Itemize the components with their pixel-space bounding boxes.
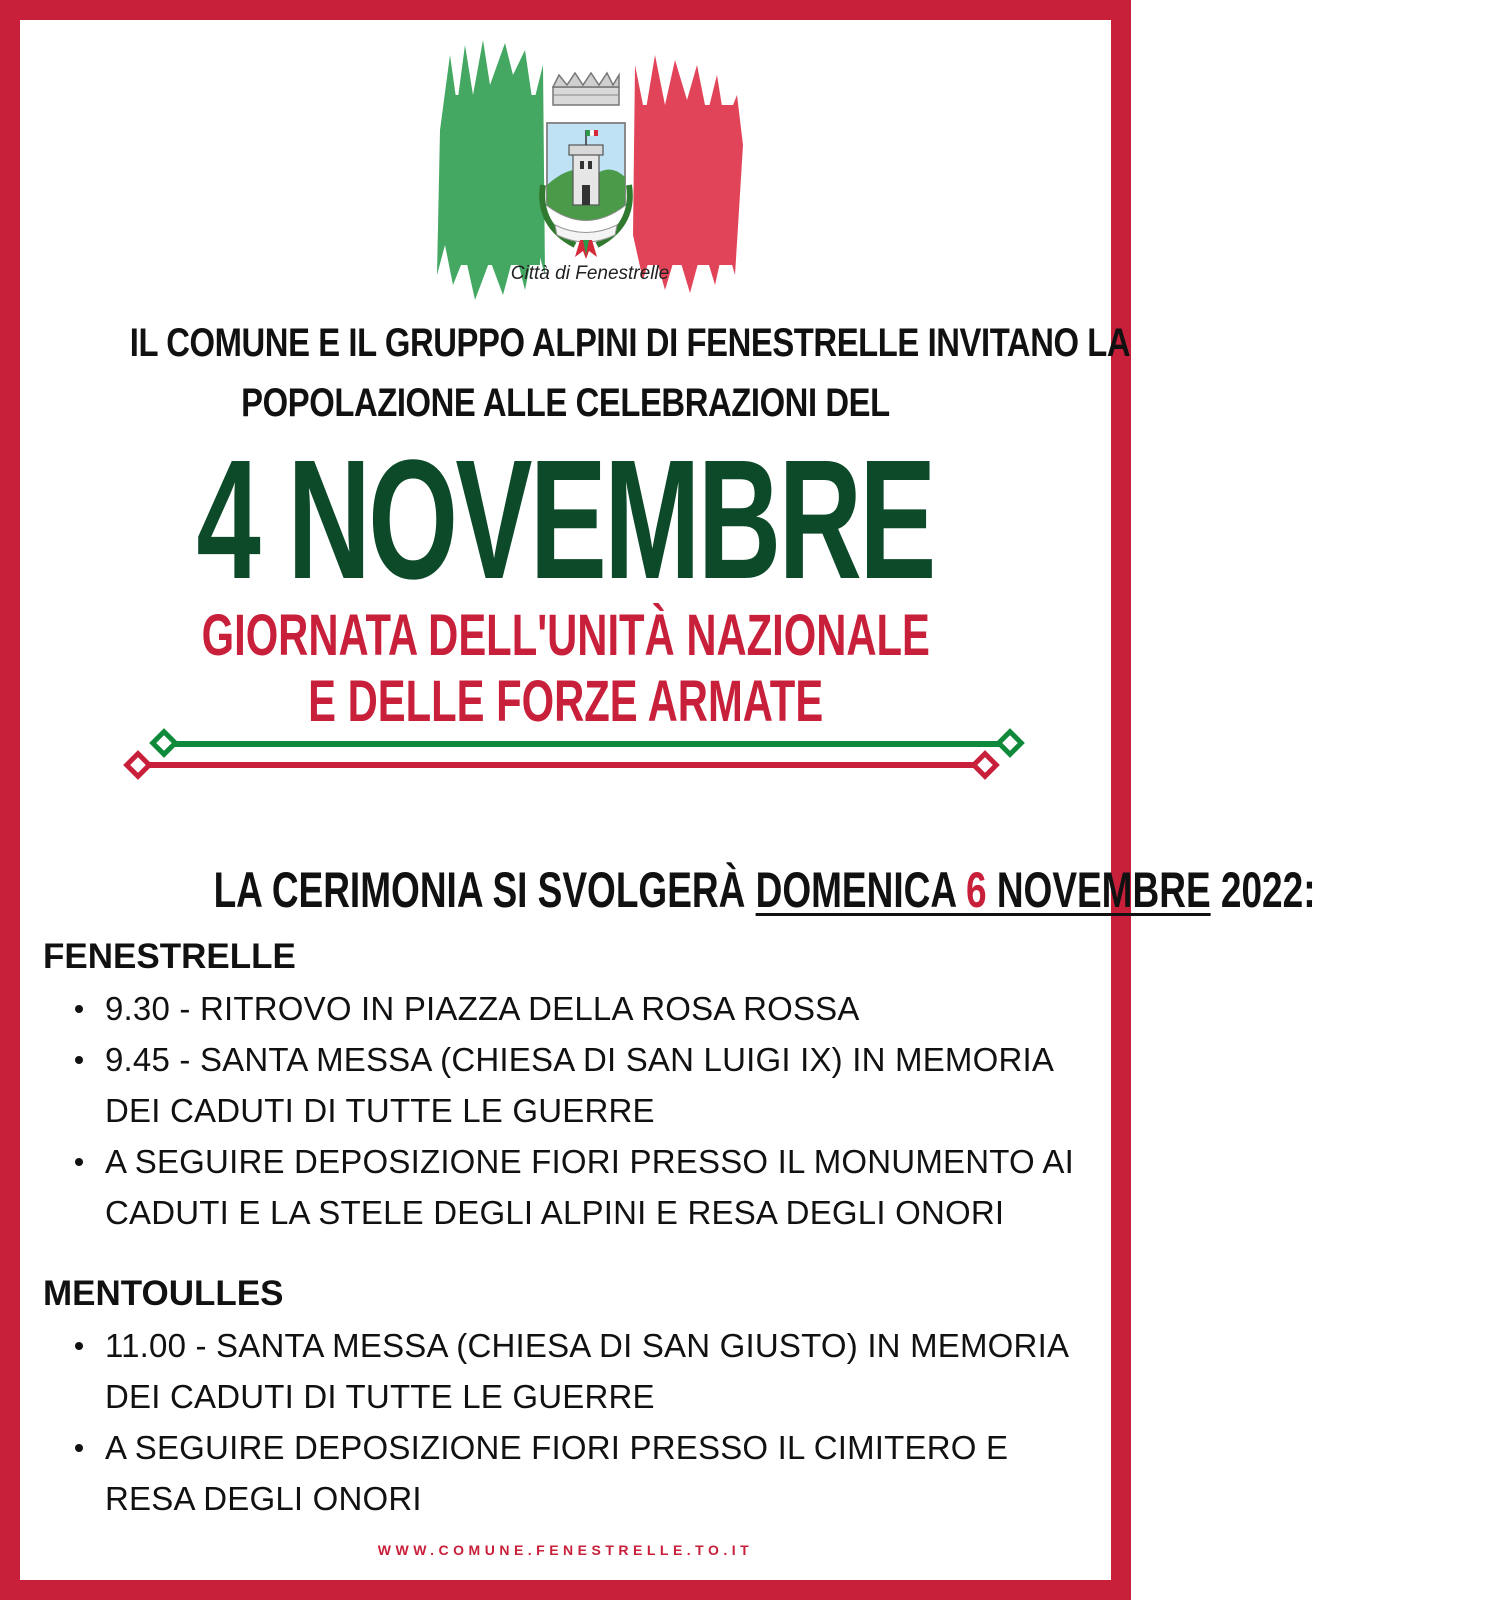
headline-title-text: 4 NOVEMBRE (196, 425, 935, 615)
ceremony-prefix: LA CERIMONIA SI SVOLGERÀ (213, 862, 756, 918)
tricolor-divider (120, 732, 1060, 792)
mentoulles-section (43, 1272, 1093, 1524)
fenestrelle-list (43, 983, 1093, 1238)
mentoulles-list (43, 1320, 1093, 1524)
list-item: A SEGUIRE DEPOSIZIONE FIORI PRESSO IL MONUMENTO AI CADUTI E LA STELE DEGLI ALPINI E RESA DEGLI ONORI (105, 1136, 1093, 1238)
ceremony-month: NOVEMBRE (986, 862, 1211, 918)
mentoulles-heading: MENTOULLES (43, 1274, 284, 1313)
list-item: 11.00 - SANTA MESSA (CHIESA DI SAN GIUSTO) IN MEMORIA DEI CADUTI DI TUTTE LE GUERRE (105, 1320, 1093, 1422)
subtitle-line-1: GIORNATA DELL'UNITÀ NAZIONALE (201, 603, 930, 668)
invitation-line-2: POPOLAZIONE ALLE CELEBRAZIONI DEL (241, 381, 890, 425)
list-item: 9.45 - SANTA MESSA (CHIESA DI SAN LUIGI IX) IN MEMORIA DEI CADUTI DI TUTTE LE GUERRE (105, 1034, 1093, 1136)
headline-subtitle (20, 603, 1111, 735)
ceremony-day: DOMENICA (755, 862, 966, 918)
subtitle-line-2: E DELLE FORZE ARMATE (307, 669, 824, 734)
ceremony-date-line (214, 860, 1316, 920)
ceremony-date-underlined (756, 862, 1211, 918)
ceremony-date-number: 6 (965, 862, 987, 918)
ceremony-year: 2022: (1210, 862, 1316, 918)
headline-title (20, 425, 1111, 615)
invitation-text (20, 313, 1131, 433)
list-item: A SEGUIRE DEPOSIZIONE FIORI PRESSO IL CIMITERO E RESA DEGLI ONORI (105, 1422, 1093, 1524)
ceremony-date (20, 860, 1316, 920)
invitation-line-1: IL COMUNE E IL GRUPPO ALPINI DI FENESTRELLE INVITANO LA (129, 321, 1131, 365)
list-item: 9.30 - RITROVO IN PIAZZA DELLA ROSA ROSSA (105, 983, 1093, 1034)
coat-of-arms-logo (425, 35, 755, 305)
website-link[interactable]: WWW.COMUNE.FENESTRELLE.TO.IT (377, 1542, 754, 1558)
fenestrelle-section (43, 935, 1093, 1238)
fenestrelle-heading: FENESTRELLE (43, 937, 296, 976)
city-name: Città di Fenestrelle (510, 263, 670, 284)
